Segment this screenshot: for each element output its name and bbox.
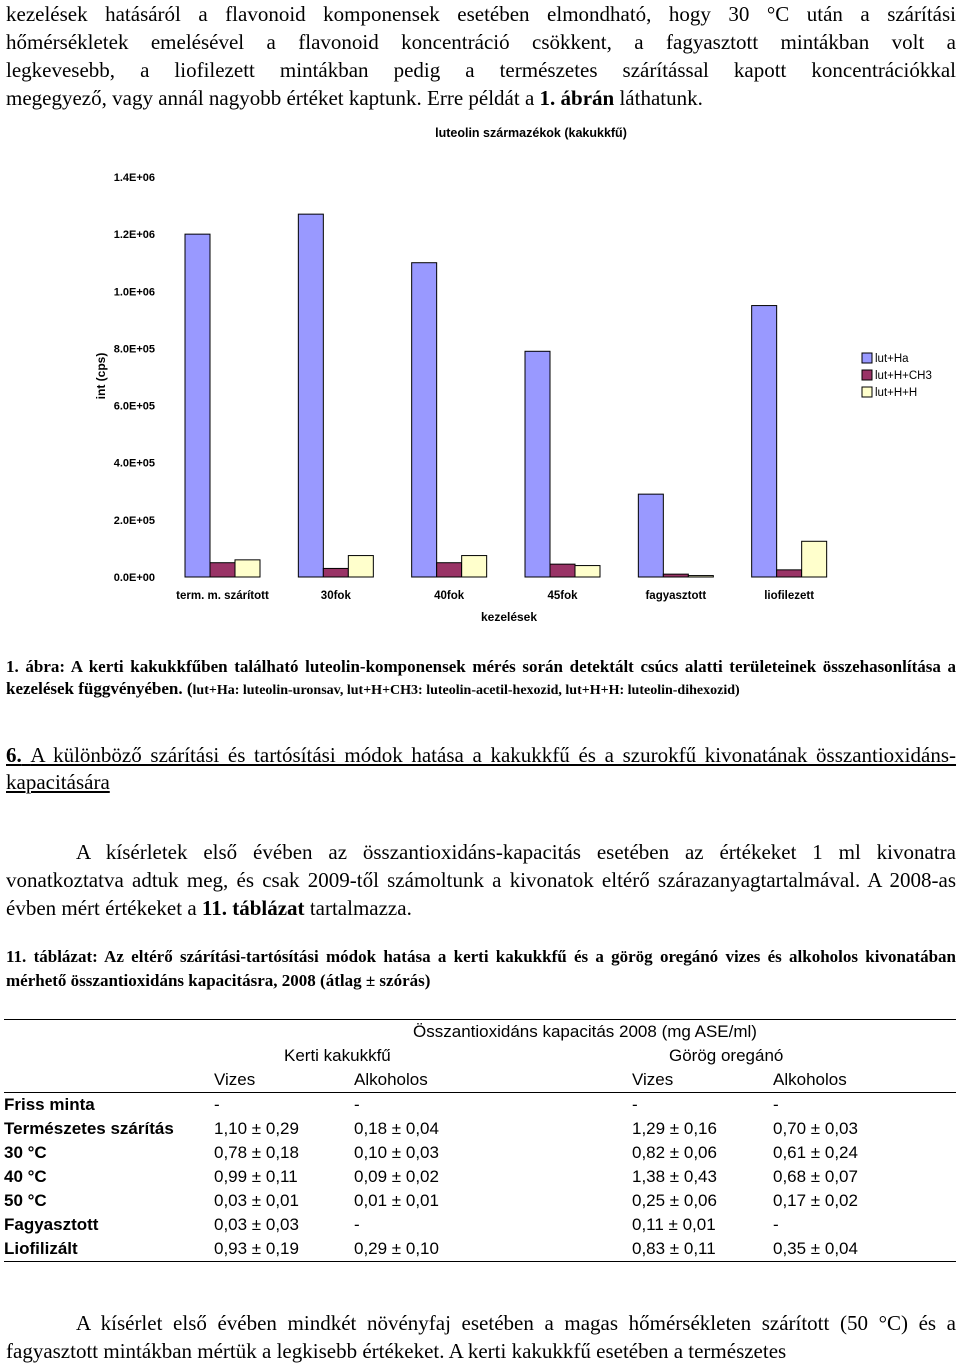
paragraph-text: A kísérletek első évében az összantioxidáns-kapacitás esetében az értékeket 1 ml kivonatra vonatkoztatva adtuk meg, és csak 2009-től számoltunk a kivonatok eltérő szárazanyagtartalmával. A 2008-as évben mért értékeket a	[6, 840, 956, 920]
section-number: 6.	[6, 743, 22, 767]
bar	[663, 574, 688, 577]
table-cell: 0,03 ± 0,01	[214, 1191, 299, 1210]
chart-title: luteolin származékok (kakukkfű)	[435, 126, 627, 140]
column-header: Alkoholos	[773, 1068, 956, 1093]
table-cell: 0,83 ± 0,11	[632, 1237, 773, 1262]
x-tick-label: 40fok	[434, 590, 465, 602]
table-cell: 0,82 ± 0,06	[632, 1143, 717, 1162]
bar	[323, 568, 348, 577]
intro-line: kezelések hatásáról a flavonoid komponensek esetében elmondható, hogy 30 °C után a szárítási	[6, 2, 956, 26]
table-cell: -	[773, 1215, 779, 1234]
figure-caption	[6, 656, 956, 702]
legend-swatch	[862, 370, 872, 380]
table-cell: 0,17 ± 0,02	[773, 1191, 858, 1210]
body-paragraph: A kísérlet első évében mindkét növényfaj esetében a magas hőmérsékleten szárított (50 °C) és a fagyasztott mintákban mértük a legkisebb értékeket. A kerti kakukkfű esetében a természetes	[6, 1311, 956, 1363]
y-tick-label: 1.0E+06	[113, 286, 155, 299]
bar	[688, 576, 713, 577]
row-label: 40 °C	[4, 1167, 47, 1186]
intro-line: legkevesebb, a liofilezett mintákban pedig a természetes szárítással kapott koncentrációkkal	[6, 58, 956, 82]
table-caption: 11. táblázat: Az eltérő szárítási-tartósítási módok hatása a kerti kakukkfű és a görög oregánó vizes és alkoholos kivonatában mérhető összantioxidáns kapacitásra, 2008 (átlag ± szórás)	[6, 947, 956, 990]
bar-chart	[0, 118, 960, 630]
table-row	[4, 1093, 956, 1118]
table-cell: -	[773, 1095, 779, 1114]
table-reference: 11. táblázat	[201, 896, 305, 920]
intro-line	[6, 84, 956, 112]
bar	[348, 556, 373, 577]
section-heading	[6, 742, 956, 796]
bar	[185, 234, 210, 577]
group-header-oregano: Görög oregánó	[669, 1046, 784, 1065]
legend-swatch	[862, 387, 872, 397]
figure-caption-paren: (	[182, 679, 193, 698]
bar	[575, 566, 600, 577]
table-cell: 1,10 ± 0,29	[214, 1119, 299, 1138]
y-tick-label: 4.0E+05	[113, 457, 155, 470]
bar	[525, 351, 550, 577]
x-tick-label: liofilezett	[764, 590, 815, 602]
y-tick-label: 0.0E+00	[113, 572, 155, 584]
y-tick-label: 8.0E+05	[113, 343, 155, 356]
table-cell: -	[214, 1095, 220, 1114]
table-row	[4, 1189, 956, 1213]
intro-text: láthatunk.	[614, 86, 703, 110]
section-title: A különböző szárítási és tartósítási módok hatása a kakukkfű és a szurokfű kivonatának összantioxidáns-kapacitására	[6, 743, 957, 794]
figure-reference: 1. ábrán	[539, 86, 615, 110]
bar	[638, 494, 663, 577]
legend-label: lut+Ha	[875, 353, 909, 365]
intro-paragraph	[6, 0, 956, 112]
x-axis-label: kezelések	[480, 610, 538, 624]
column-header: Alkoholos	[354, 1068, 632, 1093]
table-cell: 0,68 ± 0,07	[773, 1167, 858, 1186]
row-label: 30 °C	[4, 1143, 47, 1162]
table-cell: 0,70 ± 0,03	[773, 1119, 858, 1138]
row-label: Friss minta	[4, 1095, 95, 1114]
row-label: Liofilizált	[4, 1237, 214, 1262]
table-cell: 1,29 ± 0,16	[632, 1119, 717, 1138]
bar	[777, 570, 802, 577]
bar	[210, 563, 235, 577]
table-cell: -	[354, 1095, 360, 1114]
bar	[550, 564, 575, 577]
legend-label: lut+H+H	[875, 387, 918, 399]
row-label: Fagyasztott	[4, 1215, 99, 1234]
row-label: Természetes szárítás	[4, 1119, 174, 1138]
bar	[437, 563, 462, 577]
table-cell: -	[632, 1095, 638, 1114]
intro-line: hőmérsékletek emelésével a flavonoid koncentráció csökkent, a fagyasztott mintákban volt a	[6, 30, 956, 54]
bar	[462, 556, 487, 577]
x-tick-label: 45fok	[547, 590, 578, 602]
bar	[802, 541, 827, 577]
chart-legend	[857, 346, 941, 406]
table-cell: 0,61 ± 0,24	[773, 1143, 858, 1162]
table-cell: 0,11 ± 0,01	[632, 1215, 716, 1234]
table-row	[4, 1117, 956, 1141]
table-row	[4, 1165, 956, 1189]
column-header: Vizes	[632, 1068, 773, 1093]
table-cell: 1,38 ± 0,43	[632, 1167, 717, 1186]
y-tick-label: 6.0E+05	[113, 400, 155, 413]
table-cell: 0,01 ± 0,01	[354, 1191, 439, 1210]
y-tick-label: 2.0E+05	[113, 514, 155, 527]
x-tick-label: fagyasztott	[645, 590, 707, 602]
intro-text: megegyező, vagy annál nagyobb értéket kaptunk. Erre példát a	[6, 86, 540, 110]
x-tick-label: 30fok	[320, 590, 351, 602]
bar	[298, 214, 323, 577]
table-cell: 0,25 ± 0,06	[632, 1191, 717, 1210]
y-tick-label: 1.4E+06	[113, 172, 155, 184]
body-paragraph	[6, 838, 956, 922]
table-cell: 0,10 ± 0,03	[354, 1143, 439, 1162]
table-row	[4, 1213, 956, 1237]
y-axis-label: int (cps)	[94, 352, 108, 400]
table-main-header: Összantioxidáns kapacitás 2008 (mg ASE/ml)	[214, 1020, 956, 1045]
table-cell: 0,78 ± 0,18	[214, 1143, 299, 1162]
table-row	[4, 1141, 956, 1165]
figure-caption-title: 1. ábra: A kerti kakukkfűben található luteolin-komponensek mérés során detektált csúcs alatti területeinek összehasonlítása a kezelések függvényében.	[6, 657, 956, 698]
table-cell: 0,35 ± 0,04	[773, 1237, 956, 1262]
legend-label: lut+H+CH3	[875, 370, 932, 382]
table-cell: 0,29 ± 0,10	[354, 1237, 632, 1262]
bar	[752, 306, 777, 577]
bar	[235, 560, 260, 577]
table-cell: -	[354, 1215, 360, 1234]
table-cell: 0,03 ± 0,03	[214, 1215, 299, 1234]
table-row	[4, 1237, 956, 1262]
antioxidant-table	[4, 1019, 956, 1262]
column-header: Vizes	[214, 1068, 354, 1093]
bar	[412, 263, 437, 577]
table-cell: 0,18 ± 0,04	[354, 1119, 439, 1138]
figure-caption-legend-note: lut+Ha: luteolin-uronsav, lut+H+CH3: luteolin-acetil-hexozid, lut+H+H: luteolin-dihexozid)	[192, 683, 740, 698]
table-cell: 0,99 ± 0,11	[214, 1167, 298, 1186]
x-tick-label: term. m. szárított	[176, 590, 269, 602]
y-tick-label: 1.2E+06	[113, 229, 155, 242]
row-label: 50 °C	[4, 1191, 47, 1210]
paragraph-text: tartalmazza.	[304, 896, 412, 920]
table-cell: 0,93 ± 0,19	[214, 1237, 354, 1262]
group-header-thyme: Kerti kakukkfű	[284, 1046, 391, 1065]
legend-swatch	[862, 353, 872, 363]
table-cell: 0,09 ± 0,02	[354, 1167, 439, 1186]
